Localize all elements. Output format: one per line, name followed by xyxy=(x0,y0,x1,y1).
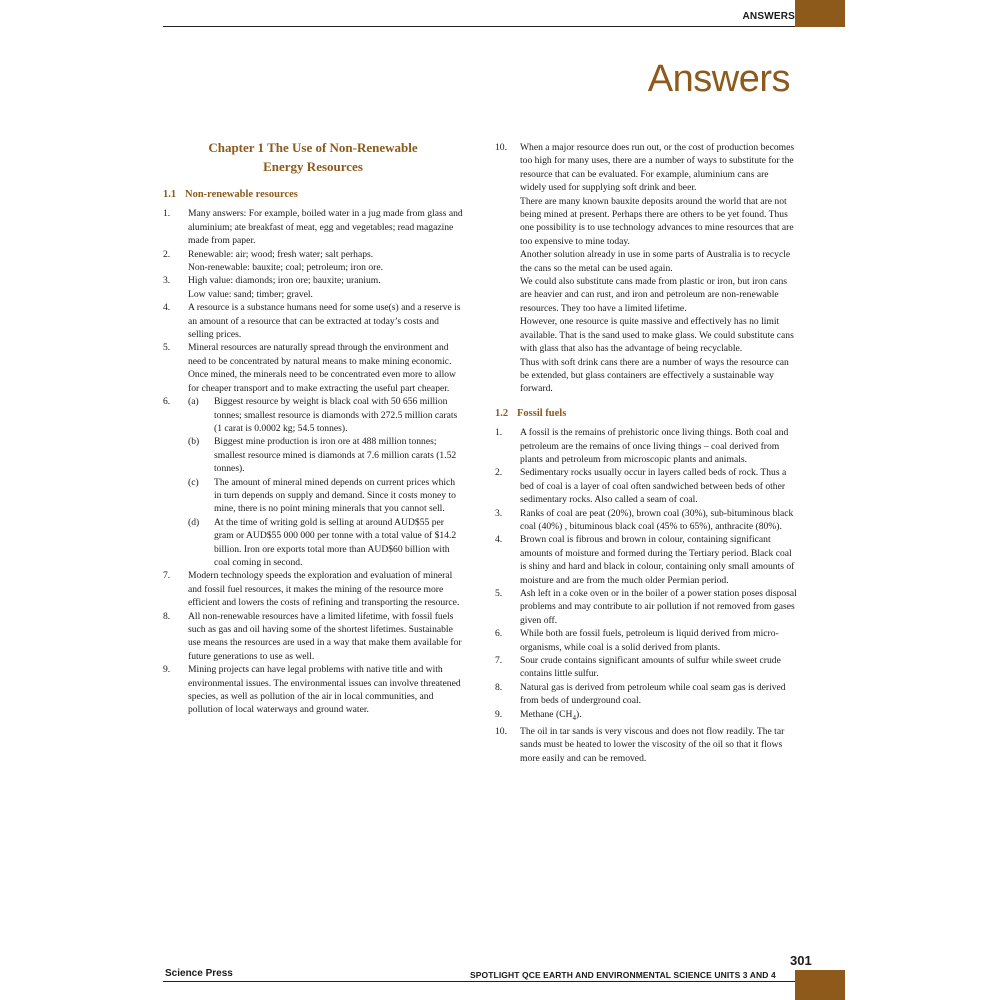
page-title: Answers xyxy=(647,58,790,100)
list-item: 4. A resource is a substance humans need for some use(s) and a reserve is an amount of a resource that can be extracted at today’s costs and selling prices. xyxy=(163,302,461,341)
header-tab xyxy=(795,0,845,27)
list-item: 8. Natural gas is derived from petroleum while coal seam gas is derived from beds of underground coal. xyxy=(495,681,786,707)
list-item: 3. High value: diamonds; iron ore; bauxite; uranium. Low value: sand; timber; gravel. xyxy=(163,275,381,300)
publisher-name: Science Press xyxy=(165,968,233,979)
list-item: 2. Sedimentary rocks usually occur in layers called beds of rock. Thus a bed of coal is a layer of coal often sandwiched between beds of other sedimentary rocks. Also called a seam of coal. xyxy=(495,467,787,506)
list-item: 6. (a) Biggest resource by weight is black coal with 50 656 million tonnes; smallest resource is diamonds with 272.5 million carats (1 carat is 0.0002 kg; 54.5 tonnes). (b) Biggest mine production is iron ore at 488 million tonnes; smallest resource mined is diamonds at 7.6 million carats (1.52 tonnes). (c) The amount of mineral mined depends on current prices which in turn depends on supply and demand. Since it costs money to mine, there is no point mining minerals that you cannot sell. (d) At the time of writing gold is selling at around AUD$55 per gram or AUD$55 000 000 per tonne with a total value of $14.2 billion. Iron ore exports total more than AUD$60 billion with coal coming in second. xyxy=(163,395,463,569)
list-item: 5. Ash left in a coke oven or in the boiler of a power station poses disposal problems and may contribute to air pollution if not removed from gases given off. xyxy=(495,588,797,626)
section-heading-1-1: 1.1 Non-renewable resources xyxy=(163,189,298,200)
list-item: 10. The oil in tar sands is very viscous and does not flow readily. The tar sands must be heated to lower the viscosity of the oil so that it flows more easily and can be removed. xyxy=(495,725,785,764)
right-column xyxy=(495,141,797,765)
list-item: 9. Mining projects can have legal problems with native title and with environmental issues. The environmental issues can involve threatened species, as well as pollution of the air in local communities, and pollution of local waterways and ground water. xyxy=(163,664,461,716)
list-item: 7. Modern technology speeds the exploration and evaluation of mineral and fossil fuel resources, it makes the mining of the resource more efficient and lowers the costs of refining and transporting the resource. xyxy=(163,570,460,609)
section-heading-1-2: 1.2 Fossil fuels xyxy=(495,407,567,419)
left-column xyxy=(163,138,463,717)
book-title: SPOTLIGHT QCE EARTH AND ENVIRONMENTAL SCIENCE UNITS 3 AND 4 xyxy=(470,970,776,980)
header-rule xyxy=(163,26,795,27)
footer-tab xyxy=(795,970,845,1000)
list-item: 2. Renewable: air; wood; fresh water; salt perhaps. Non-renewable: bauxite; coal; petroleum; iron ore. xyxy=(163,248,383,274)
list-item: 10. When a major resource does run out, or the cost of production becomes too high for many uses, there are a number of ways to substitute for the resource that can be evaluated. For example, aluminium cans are widely used for supplying soft drink and beer. There are many known bauxite deposits around the world that are not being mined at present. Perhaps there are others to be yet found. Thus one possibility is to use technology advances to mine resources that are too expensive to mine today. Another solution already in use in some parts of Australia is to recycle the cans so the metal can be used again. We could also substitute cans made from plastic or iron, but iron cans are heavier and can rust, and iron and petroleum are non-renewable resources. They too have a limited lifetime. However, one resource is quite massive and effectively has no limit available. That is the sand used to make glass. We could substitute cans with glass that also has the advantage of being recyclable. Thus with soft drink cans there are a number of ways the resource can be extended, but glass containers are effectively a sustainable way forward. xyxy=(495,142,795,395)
list-item: 6. While both are fossil fuels, petroleum is liquid derived from micro-organisms, while coal is a solid derived from plants. xyxy=(495,628,779,653)
footer-rule xyxy=(163,981,795,982)
sub-item: (b) Biggest mine production is iron ore at 488 million tonnes; smallest resource mined is diamonds at 7.6 million carats (1.52 tonnes). xyxy=(188,436,457,475)
sub-item: (a) Biggest resource by weight is black coal with 50 656 million tonnes; smallest resource is diamonds with 272.5 million carats (1 carat is 0.0002 kg; 54.5 tonnes). xyxy=(188,396,458,434)
list-item: 3. Ranks of coal are peat (20%), brown coal (30%), sub-bituminous black coal (40%) , bituminous black coal (45% to 65%), anthracite (80%). xyxy=(495,507,794,532)
list-item: 1. A fossil is the remains of prehistoric once living things. Both coal and petroleum are the remains of once living things – coal derived from plants and petroleum from microscopic plants and animals. xyxy=(495,427,789,465)
sub-item: (d) At the time of writing gold is selling at around AUD$55 per gram or AUD$55 000 000 per tonne with a total value of $14.2 billion. Iron ore exports total more than AUD$60 billion with coal coming in second. xyxy=(188,516,457,568)
list-item: 1. Many answers: For example, boiled water in a jug made from glass and aluminium; ate breakfast of meat, egg and vegetables; read magazine made from paper. xyxy=(163,208,463,247)
list-item: 5. Mineral resources are naturally spread through the environment and need to be concentrated by natural means to make mining economic. Once mined, the minerals need to be concentrated even more to allow for cheaper transport and to make extracting the useful part cheaper. xyxy=(163,342,456,394)
sub-item: (c) The amount of mineral mined depends on current prices which in turn depends on supply and demand. Since it costs money to mine, there is no point mining minerals that you cannot sell. xyxy=(188,476,456,515)
list-item: 7. Sour crude contains significant amounts of sulfur while sweet crude contains little sulfur. xyxy=(495,655,781,680)
list-item: 9. Methane $(CH_4)$. xyxy=(495,708,582,722)
list-item: 8. All non-renewable resources have a limited lifetime, with fossil fuels such as gas and oil having some of the shortest lifetimes. Sustainable use means the resources are used in a way that make them available for future generations to use as well. xyxy=(163,610,462,662)
page-number: 301 xyxy=(790,953,812,968)
running-header: ANSWERS xyxy=(742,11,795,22)
chapter-title: Chapter 1 The Use of Non-Renewable Energy Resources xyxy=(208,140,418,174)
list-item: 4. Brown coal is fibrous and brown in colour, containing significant amounts of moisture and formed during the Tertiary period. Black coal is shiny and hard and black in colour, containing only small amounts of moisture and are from the much older Permian period. xyxy=(495,534,795,586)
